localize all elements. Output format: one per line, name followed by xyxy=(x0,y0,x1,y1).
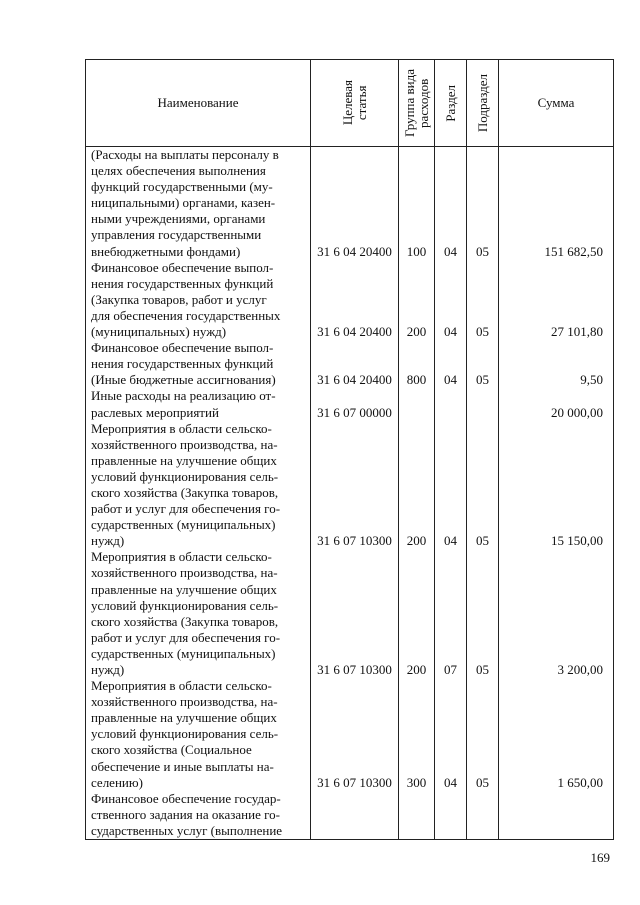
name-column xyxy=(86,147,311,840)
row-subsection-value: 05 xyxy=(476,372,489,388)
row-name-line: работ и услуг для обеспечения го- xyxy=(91,501,281,517)
row-sum-value: 15 150,00 xyxy=(551,533,603,549)
row-name-line: нения государственных функций xyxy=(91,275,274,291)
row-name-line: внебюджетными фондами) xyxy=(91,243,241,259)
header-expense-group-label: Группа вида расходов xyxy=(401,69,431,137)
row-name-line: хозяйственного производства, на- xyxy=(91,565,278,581)
row-section-value: 07 xyxy=(444,662,457,678)
row-name-line: ского хозяйства (Закупка товаров, xyxy=(91,484,279,500)
row-name-line: (Закупка товаров, работ и услуг xyxy=(91,291,267,307)
row-name-line: ственного задания на оказание го- xyxy=(91,806,280,822)
row-name-line: целях обеспечения выполнения xyxy=(91,163,266,179)
row-code-value: 31 6 07 00000 xyxy=(317,404,392,420)
row-name-line: хозяйственного производства, на- xyxy=(91,694,278,710)
section-column xyxy=(435,147,467,840)
row-section-value: 04 xyxy=(444,533,457,549)
budget-table xyxy=(85,59,614,840)
row-name-line: Финансовое обеспечение выпол- xyxy=(91,259,274,275)
row-name-line: ского хозяйства (Социальное xyxy=(91,742,252,758)
row-section-value: 04 xyxy=(444,372,457,388)
row-name-entry xyxy=(86,260,310,340)
row-subsection-value: 05 xyxy=(476,243,489,259)
row-name-line: (Расходы на выплаты персоналу в xyxy=(91,147,279,162)
row-name-entry xyxy=(86,388,310,420)
row-name-entry xyxy=(86,421,310,550)
row-section-value: 04 xyxy=(444,774,457,790)
row-sum-value: 20 000,00 xyxy=(551,404,603,420)
row-name-entry xyxy=(86,791,310,839)
row-code-value: 31 6 07 10300 xyxy=(317,662,392,678)
row-subsection-value: 05 xyxy=(476,662,489,678)
row-name-line: Мероприятия в области сельско- xyxy=(91,678,272,694)
row-sum-value: 27 101,80 xyxy=(551,324,603,340)
row-name-line: Мероприятия в области сельско- xyxy=(91,549,272,565)
row-name-entry xyxy=(86,549,310,678)
row-sum-value: 9,50 xyxy=(580,372,603,388)
row-name-line: для обеспечения государственных xyxy=(91,307,281,323)
row-group-value: 300 xyxy=(406,774,427,790)
row-name-line: Финансовое обеспечение государ- xyxy=(91,790,281,806)
row-name-line: ниципальными) органами, казен- xyxy=(91,195,276,211)
table-body-row xyxy=(86,147,614,840)
row-name-line: правленные на улучшение общих xyxy=(91,710,277,726)
row-name-line: хозяйственного производства, на- xyxy=(91,436,278,452)
row-group-value: 200 xyxy=(406,533,427,549)
row-name-line: селению) xyxy=(91,774,143,790)
row-subsection-value: 05 xyxy=(476,774,489,790)
row-name-line: сударственных услуг (выполнение xyxy=(91,822,283,838)
row-name-line: функций государственными (му- xyxy=(91,179,273,195)
row-name-line: правленные на улучшение общих xyxy=(91,581,277,597)
row-code-value: 31 6 07 10300 xyxy=(317,533,392,549)
group-column xyxy=(399,147,435,840)
row-group-value: 800 xyxy=(406,372,427,388)
row-name-line: управления государственными xyxy=(91,227,262,243)
row-name-line: правленные на улучшение общих xyxy=(91,452,277,468)
row-subsection-value: 05 xyxy=(476,324,489,340)
header-subsection xyxy=(467,60,499,147)
row-name-entry xyxy=(86,340,310,388)
row-name-line: нения государственных функций xyxy=(91,356,274,372)
row-group-value: 200 xyxy=(406,662,427,678)
row-name-line: ными учреждениями, органами xyxy=(91,211,266,227)
row-sum-value: 151 682,50 xyxy=(544,243,603,259)
row-code-value: 31 6 07 10300 xyxy=(317,774,392,790)
row-group-value: 100 xyxy=(406,243,427,259)
row-name-line: (муниципальных) нужд) xyxy=(91,324,227,340)
row-name-line: обеспечение и иные выплаты на- xyxy=(91,758,274,774)
row-name-line: нужд) xyxy=(91,533,125,549)
header-name: Наименование xyxy=(86,60,311,147)
header-target-article xyxy=(311,60,399,147)
code-column xyxy=(311,147,399,840)
row-code-value: 31 6 04 20400 xyxy=(317,324,392,340)
header-section-label: Раздел xyxy=(442,84,458,122)
row-name-line: Финансовое обеспечение выпол- xyxy=(91,340,274,356)
row-sum-value: 1 650,00 xyxy=(557,774,603,790)
table-header-row xyxy=(86,60,614,147)
row-name-line: Мероприятия в области сельско- xyxy=(91,420,272,436)
row-name-line: (Иные бюджетные ассигнования) xyxy=(91,372,276,388)
header-target-article-label: Целевая статья xyxy=(339,80,369,126)
row-code-value: 31 6 04 20400 xyxy=(317,372,392,388)
row-name-entry xyxy=(86,678,310,791)
row-name-line: раслевых мероприятий xyxy=(91,404,219,420)
row-name-line: сударственных (муниципальных) xyxy=(91,645,276,661)
row-code-value: 31 6 04 20400 xyxy=(317,243,392,259)
row-sum-value: 3 200,00 xyxy=(557,662,603,678)
row-name-line: условий функционирования сель- xyxy=(91,726,279,742)
row-section-value: 04 xyxy=(444,324,457,340)
sum-column xyxy=(499,147,614,840)
row-name-line: работ и услуг для обеспечения го- xyxy=(91,629,281,645)
header-sum: Сумма xyxy=(499,60,614,147)
subsection-column xyxy=(467,147,499,840)
row-name-line: условий функционирования сель- xyxy=(91,468,279,484)
row-group-value: 200 xyxy=(406,324,427,340)
row-name-entry xyxy=(86,147,310,260)
header-subsection-label: Подраздел xyxy=(474,73,490,133)
row-name-line: нужд) xyxy=(91,662,125,677)
page-number: 169 xyxy=(590,850,610,865)
row-name-line: сударственных (муниципальных) xyxy=(91,517,276,533)
row-name-line: Иные расходы на реализацию от- xyxy=(91,388,276,404)
row-name-line: ского хозяйства (Закупка товаров, xyxy=(91,613,279,629)
header-expense-group xyxy=(399,60,435,147)
header-section xyxy=(435,60,467,147)
row-name-line: условий функционирования сель- xyxy=(91,597,279,613)
row-subsection-value: 05 xyxy=(476,533,489,549)
row-section-value: 04 xyxy=(444,243,457,259)
